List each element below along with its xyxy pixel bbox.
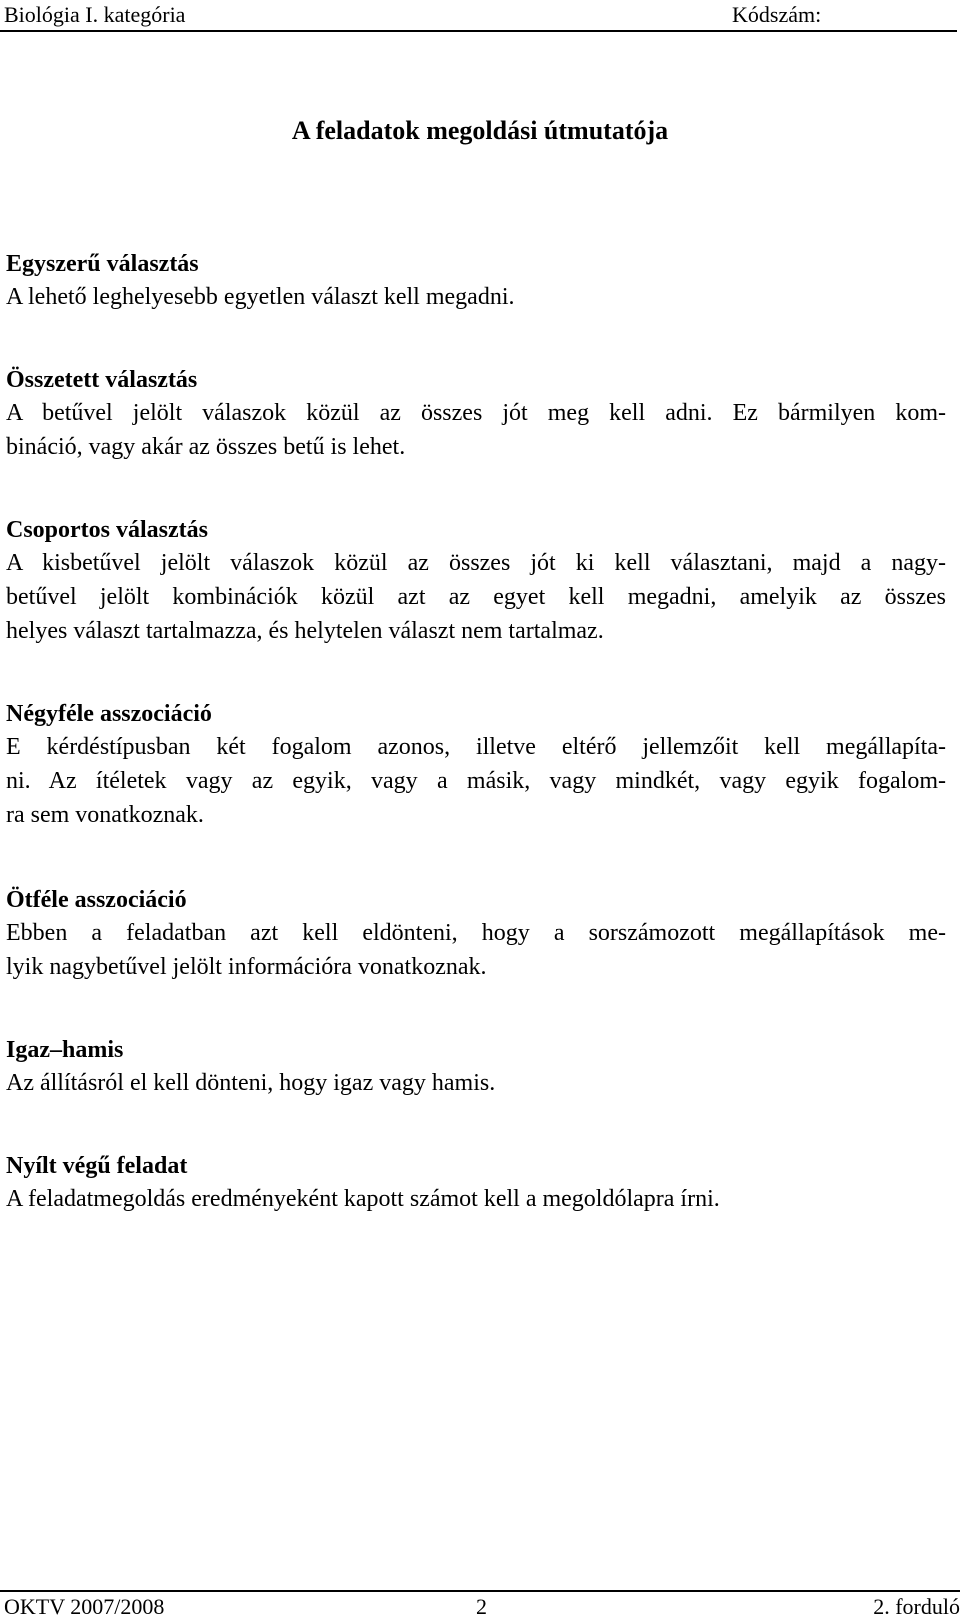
body-line: ra sem vonatkoznak. (6, 802, 204, 828)
page-header (0, 0, 957, 32)
footer-round: 2. forduló (873, 1594, 960, 1619)
page-title: A feladatok megoldási útmutatója (291, 116, 669, 145)
section-heading: Nyílt végű feladat (6, 1153, 188, 1179)
section-negyfele-asszociacio (6, 698, 946, 832)
section-csoportos-valasztas (6, 514, 946, 648)
header-category: Biológia I. kategória (4, 2, 186, 27)
section-body (6, 396, 946, 464)
section-heading: Ötféle asszociáció (6, 887, 187, 913)
section-body (6, 1066, 946, 1100)
body-line: helyes választ tartalmazza, és helytelen választ nem tartalmaz. (6, 618, 604, 644)
section-nyilt-vegu-feladat (6, 1150, 946, 1216)
body-line: A betűvel jelölt válaszok közül az összes jót meg kell adni. Ez bármilyen kom- (6, 400, 946, 426)
body-line: A lehető leghelyesebb egyetlen választ kell megadni. (6, 284, 515, 310)
body-line: lyik nagybetűvel jelölt információra vonatkoznak. (6, 954, 487, 980)
section-heading: Igaz–hamis (6, 1037, 124, 1063)
body-line: E kérdéstípusban két fogalom azonos, illetve eltérő jellemzőit kell megállapíta- (6, 734, 946, 760)
section-heading: Csoportos választás (6, 517, 208, 543)
section-body (6, 1182, 946, 1216)
section-igaz-hamis (6, 1034, 946, 1100)
section-body (6, 916, 946, 984)
body-line: A feladatmegoldás eredményeként kapott számot kell a megoldólapra írni. (6, 1186, 720, 1212)
body-line: A kisbetűvel jelölt válaszok közül az összes jót ki kell választani, majd a nagy- (6, 550, 946, 576)
section-heading: Összetett választás (6, 367, 198, 393)
section-heading: Négyféle asszociáció (6, 701, 212, 727)
section-body (6, 546, 946, 648)
body-line: bináció, vagy akár az összes betű is lehet. (6, 434, 406, 460)
page-footer (0, 1590, 960, 1620)
body-line: Az állításról el kell dönteni, hogy igaz vagy hamis. (6, 1070, 496, 1096)
body-line: Ebben a feladatban azt kell eldönteni, hogy a sorszámozott megállapítások me- (6, 920, 946, 946)
footer-competition: OKTV 2007/2008 (4, 1594, 165, 1619)
page-number: 2 (476, 1594, 487, 1619)
body-line: betűvel jelölt kombinációk közül azt az egyet kell megadni, amelyik az összes (6, 584, 946, 610)
section-otfele-asszociacio (6, 884, 946, 984)
section-osszetett-valasztas (6, 364, 946, 464)
section-egyszeru-valasztas (6, 248, 946, 314)
header-code-label: Kódszám: (732, 2, 822, 27)
section-body (6, 730, 946, 832)
body-line: ni. Az ítéletek vagy az egyik, vagy a másik, vagy mindkét, vagy egyik fogalom- (6, 768, 946, 794)
section-heading: Egyszerű választás (6, 251, 199, 277)
section-body (6, 280, 946, 314)
